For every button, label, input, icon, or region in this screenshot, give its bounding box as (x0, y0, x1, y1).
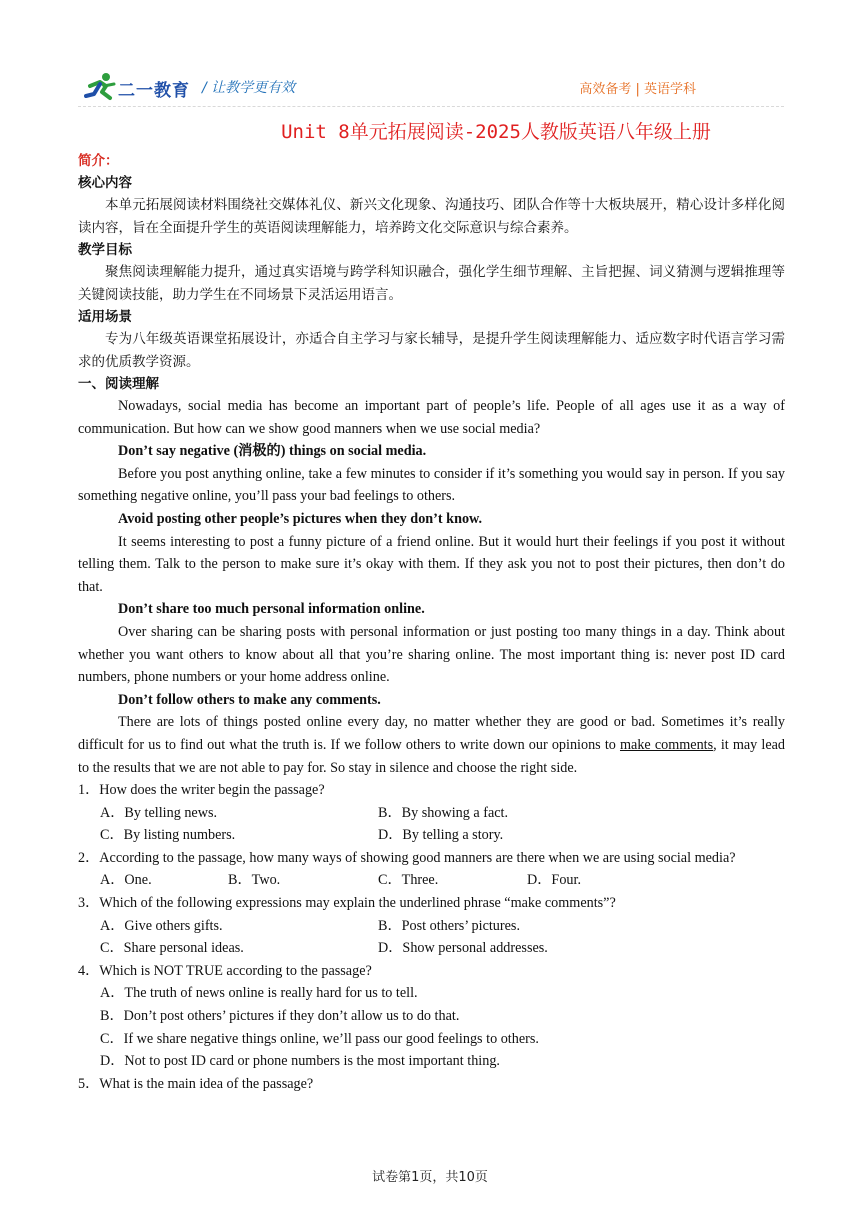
question-options (78, 869, 785, 892)
document-body (78, 150, 785, 1095)
header-divider (78, 106, 784, 107)
passage-paragraph (78, 711, 785, 779)
passage-subheading: Don’t share too much personal information online. (118, 601, 425, 618)
option-b: B．Post others’ pictures. (378, 917, 520, 934)
option-c: C．If we share negative things online, we’ll pass our good feelings to others. (100, 1030, 539, 1047)
intro-heading-scenarios: 适用场景 (78, 309, 132, 325)
option-c: C．By listing numbers. (100, 827, 236, 844)
question-options (78, 824, 785, 847)
intro-text-scenarios: 专为八年级英语课堂拓展设计，亦适合自主学习与家长辅导，是提升学生阅读理解能力、适应数字时代语言学习需求的优质教学资源。 (78, 331, 785, 370)
option-d: D．Four. (527, 872, 581, 889)
logo-text: 二一教育 (118, 81, 190, 101)
question-stem: 1．How does the writer begin the passage? (78, 782, 325, 799)
document-title: Unit 8单元拓展阅读-2025人教版英语八年级上册 (281, 121, 711, 143)
intro-text-goals: 聚焦阅读理解能力提升，通过真实语境与跨学科知识融合，强化学生细节理解、主旨把握、词义猜测与逻辑推理等关键阅读技能，助力学生在不同场景下灵活运用语言。 (78, 264, 785, 303)
option-a: A．Give others gifts. (100, 917, 223, 934)
passage-subheading: Don’t follow others to make any comments. (118, 691, 381, 708)
option-b: B．By showing a fact. (378, 804, 509, 821)
option-d: D．By telling a story. (378, 827, 504, 844)
runner-logo-icon (84, 72, 118, 102)
underlined-phrase: make comments (619, 736, 714, 753)
option-c: C．Three. (378, 872, 439, 889)
header-subject: 高效备考 | 英语学科 (579, 82, 696, 97)
passage-paragraph: It seems interesting to post a funny picture of a friend online. But it would hurt their feelings if you post it without telling them. Talk to the person to make sure it’s okay with them. If they ask you not to post their pictures, then don’t do that. (78, 533, 785, 595)
option-c: C．Share personal ideas. (100, 940, 244, 957)
passage-paragraph: Nowadays, social media has become an important part of people’s life. People of all ages use it as a way of communication. But how can we show good manners when we use social media? (78, 398, 785, 437)
header-slogan: / 让教学更有效 (202, 80, 296, 96)
intro-label: 简介： (78, 153, 119, 169)
intro-heading-core: 核心内容 (78, 175, 132, 191)
question-options (78, 915, 785, 938)
page-footer: 试卷第1页，共10页 (372, 1170, 488, 1185)
passage-paragraph: Before you post anything online, take a few minutes to consider if it’s something you would say in person. If you say something negative online, you’ll pass your bad feelings to others. (78, 465, 785, 505)
passage-subheading: Don’t say negative (消极的) things on social media. (118, 443, 427, 460)
intro-text-core: 本单元拓展阅读材料围绕社交媒体礼仪、新兴文化现象、沟通技巧、团队合作等十大板块展开，精心设计多样化阅读内容，旨在全面提升学生的英语阅读理解能力，培养跨文化交际意识与综合素养。 (78, 197, 785, 236)
option-a: A．One. (100, 872, 152, 889)
option-d: D．Not to post ID card or phone numbers is the most important thing. (100, 1053, 500, 1070)
question-stem: 3．Which of the following expressions may explain the underlined phrase “make comments”? (78, 895, 616, 912)
option-a: A．The truth of news online is really hard for us to tell. (100, 985, 418, 1002)
passage-text: There are lots of things posted online every day, no matter whether they are good or bad. Sometimes it’s really difficult for us to find out what the truth is. If we follow others to write down our opinions to (78, 714, 785, 753)
question-stem: 4．Which is NOT TRUE according to the passage? (78, 962, 372, 979)
passage-paragraph: Over sharing can be sharing posts with personal information or just posting too many things in a day. Think about whether you want others to know about all that you’re sharing online. The most important thing is: never post ID card numbers, phone numbers or your home address online. (78, 623, 785, 686)
option-b: B．Two. (228, 872, 281, 889)
page-header (84, 70, 784, 104)
question-options (78, 802, 785, 825)
option-a: A．By telling news. (100, 804, 218, 821)
section-heading-reading: 一、阅读理解 (78, 376, 159, 392)
question-options (78, 937, 785, 960)
question-stem: 5．What is the main idea of the passage? (78, 1075, 314, 1092)
logo (84, 72, 192, 102)
option-b: B．Don’t post others’ pictures if they don’t allow us to do that. (100, 1008, 460, 1025)
passage-text: , it may lead to the results that we are not able to pay for. So stay in silence and choose the right side. (78, 736, 786, 776)
passage-subheading: Avoid posting other people’s pictures when they don’t know. (118, 510, 483, 527)
option-d: D．Show personal addresses. (378, 940, 548, 957)
question-stem: 2．According to the passage, how many ways of showing good manners are there when we are using social media? (78, 849, 736, 866)
intro-heading-goals: 教学目标 (78, 242, 132, 258)
